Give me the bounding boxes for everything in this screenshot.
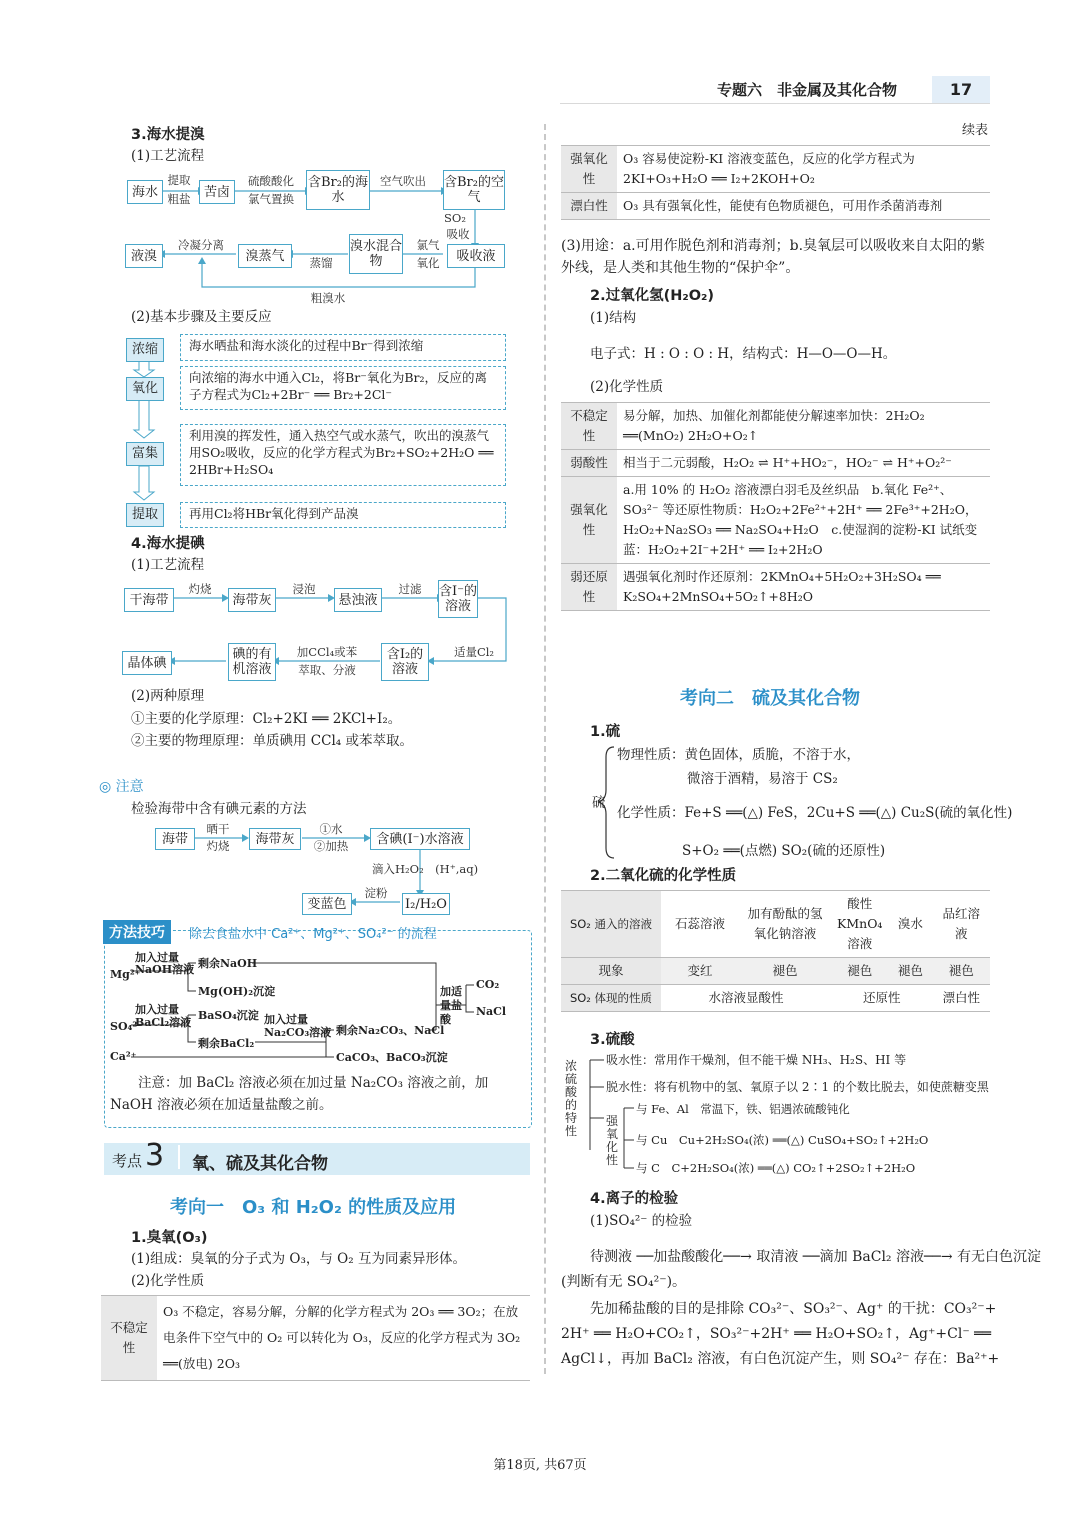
method-label: NaOH溶液 bbox=[135, 963, 195, 976]
method-label: 加入过量 bbox=[264, 1013, 308, 1026]
flow-label: 氯气 bbox=[416, 238, 440, 252]
sulfur-physical-2: 微溶于酒精，易溶于 CS₂ bbox=[687, 771, 838, 787]
note-ash: 海带灰 bbox=[249, 828, 301, 850]
kaodian-number: 3 bbox=[145, 1138, 165, 1173]
flow-iodine-solution: 含I₂的溶液 bbox=[381, 643, 429, 681]
step-label: 富集 bbox=[126, 442, 164, 466]
ozone-property: (2)化学性质 bbox=[131, 1273, 205, 1289]
table-cell: 褪色 bbox=[932, 958, 990, 985]
h2o2-formula: 电子式：H : O : O : H，结构式：H—O—O—H。 bbox=[590, 346, 897, 362]
ozone-use: (3)用途：a.可用作脱色剂和消毒剂；b.臭氧层可以吸收来自太阳的紫外线，是人类和其他生物的“保护伞”。 bbox=[561, 238, 986, 276]
principles-subtitle: (2)两种原理 bbox=[131, 688, 205, 704]
method-baso4: BaSO₄沉淀 bbox=[198, 1009, 259, 1022]
flow-label: 晒干 bbox=[206, 822, 230, 836]
flow-label: 灼烧 bbox=[188, 582, 212, 596]
h2o2-structure: (1)结构 bbox=[590, 310, 637, 326]
table-cell: 水溶液显酸性 bbox=[661, 985, 831, 1012]
ozone-composition: (1)组成：臭氧的分子式为 O₃，与 O₂ 互为同素异形体。 bbox=[131, 1251, 466, 1267]
flow-label: 浸泡 bbox=[292, 582, 316, 596]
method-rest-bacl2: 剩余BaCl₂ bbox=[198, 1037, 255, 1050]
method-rest-na2co3: 剩余Na₂CO₃、NaCl bbox=[336, 1024, 445, 1037]
table-cell: 褪色 bbox=[831, 958, 888, 985]
flow-liquid-bromine: 液溴 bbox=[125, 244, 163, 268]
steps-subtitle: (2)基本步骤及主要反应 bbox=[131, 309, 272, 325]
sulfuric-acid-title: 3.硫酸 bbox=[590, 1032, 635, 1048]
flow-iodine-crystal: 晶体碘 bbox=[122, 651, 172, 675]
method-caco3: CaCO₃、BaCO₃沉淀 bbox=[336, 1051, 448, 1064]
sulfur-chemical-1: 化学性质：Fe+S ══(△) FeS，2Cu+S ══(△) Cu₂S(硫的氧化性) bbox=[617, 805, 1013, 821]
ion-test-title: 4.离子的检验 bbox=[590, 1191, 679, 1207]
direction-one-title: 考向一 O₃ 和 H₂O₂ 的性质及应用 bbox=[170, 1197, 457, 1218]
table-cell: 还原性 bbox=[831, 985, 932, 1012]
flow-label: 萃取、分液 bbox=[298, 663, 356, 677]
note-iodide-solution: 含碘(I⁻)水溶液 bbox=[370, 828, 470, 850]
method-label: 加入过量 bbox=[135, 951, 179, 964]
step-label: 氧化 bbox=[126, 377, 164, 401]
page-footer: 第18页, 共67页 bbox=[493, 1458, 587, 1473]
table-cell: 加有酚酞的氢氧化钠溶液 bbox=[739, 891, 831, 958]
flow-label: ②加热 bbox=[313, 839, 349, 853]
table-key: SO₂ 体现的性质 bbox=[561, 985, 661, 1012]
principle-chemical: ①主要的化学原理：Cl₂+2KI ══ 2KCl+I₂。 bbox=[131, 711, 402, 727]
ion-test-text: AgCl↓，再加 BaCl₂ 溶液，有白色沉淀产生，则 SO₄²⁻ 存在：Ba²⁺+ bbox=[561, 1351, 1000, 1367]
direction-two-title: 考向二 硫及其化合物 bbox=[680, 688, 860, 709]
acid-oxidizing-item: 与 C C+2H₂SO₄(浓) ══(△) CO₂↑+2SO₂↑+2H₂O bbox=[636, 1161, 916, 1175]
table-value: O₃ 容易使淀粉-KI 溶液变蓝色，反应的化学方程式为 2KI+O₃+H₂O ══ I₂+2KOH+O₂ bbox=[617, 146, 990, 193]
flow-label: 氧化 bbox=[416, 256, 440, 270]
acid-property: 吸水性：常用作干燥剂，但不能干燥 NH₃、H₂S、HI 等 bbox=[606, 1053, 907, 1067]
flow-bromine-water-mix: 溴水混合物 bbox=[349, 234, 403, 274]
table-value: O₃ 具有强氧化性，能使有色物质褪色，可用作杀菌消毒剂 bbox=[617, 193, 990, 220]
flow-iodide-solution: 含I⁻的溶液 bbox=[438, 580, 478, 618]
acid-oxidizing-item: 与 Fe、Al 常温下，铁、铝遇浓硫酸钝化 bbox=[636, 1102, 850, 1116]
ion-test-subtitle: (1)SO₄²⁻ 的检验 bbox=[590, 1213, 693, 1229]
continued-label: 续表 bbox=[962, 123, 989, 138]
flow-label: 氯气置换 bbox=[248, 192, 294, 206]
flow-label: 吸收 bbox=[446, 227, 470, 241]
table-cell: 漂白性 bbox=[932, 985, 990, 1012]
method-note: 注意：加 BaCl₂ 溶液必须在加过量 Na₂CO₃ 溶液之前，加 NaOH 溶液必须在加适量盐酸之前。 bbox=[110, 1075, 489, 1113]
flow-br2-air: 含Br₂的空气 bbox=[443, 170, 505, 210]
flow-label: SO₂ bbox=[444, 211, 466, 225]
section-bromine-title: 3.海水提溴 bbox=[131, 127, 205, 143]
acid-side-label: 浓硫酸的特性 bbox=[565, 1059, 578, 1138]
step-text: 海水晒盐和海水淡化的过程中Br⁻得到浓缩 bbox=[180, 334, 506, 361]
table-key: 强氧化性 bbox=[561, 477, 617, 564]
flow-label: 冷凝分离 bbox=[178, 238, 224, 252]
table-key: 弱还原性 bbox=[561, 564, 617, 611]
sulfur-chemical-2: S+O₂ ══(点燃) SO₂(硫的还原性) bbox=[682, 843, 886, 859]
acid-property: 脱水性：将有机物中的氢、氧原子以 2∶1 的个数比脱去，如使蔗糖变黑 bbox=[606, 1080, 989, 1094]
table-cell: 石蕊溶液 bbox=[661, 891, 739, 958]
table-value: a.用 10% 的 H₂O₂ 溶液漂白羽毛及丝织品 b.氧化 Fe²⁺、SO₃²⁻ 等还原性物质：H₂O₂+2Fe²⁺+2H⁺ ══ 2Fe³⁺+2H₂O，H₂O₂+Na₂SO₃ ══ Na₂SO₄+H₂O c.使湿润的淀粉-KI 试纸变蓝：H₂O₂+2I⁻+2H⁺ ══ I₂+2H₂O bbox=[617, 477, 990, 564]
table-cell: 变红 bbox=[661, 958, 739, 985]
acid-oxidizing-label: 强氧化性 bbox=[606, 1114, 619, 1167]
flow-label: ①水 bbox=[319, 822, 343, 836]
table-key: 不稳定性 bbox=[561, 403, 617, 450]
flow-label: 淀粉 bbox=[364, 886, 388, 900]
table-key: 不稳定性 bbox=[101, 1296, 157, 1381]
process-subtitle: (1)工艺流程 bbox=[131, 148, 205, 164]
principle-physical: ②主要的物理原理：单质碘用 CCl₄ 或苯萃取。 bbox=[131, 733, 413, 749]
table-value: 遇强氧化剂时作还原剂：2KMnO₄+5H₂O₂+3H₂SO₄ ══ K₂SO₄+2MnSO₄+5O₂↑+8H₂O bbox=[617, 564, 990, 611]
table-value: O₃ 不稳定，容易分解，分解的化学方程式为 2O₃ ══ 3O₂；在放电条件下空气中的 O₂ 可以转化为 O₃，反应的化学方程式为 3O₂ ══(放电) 2O₃ bbox=[157, 1296, 530, 1381]
step-label: 浓缩 bbox=[126, 338, 164, 362]
process-subtitle: (1)工艺流程 bbox=[131, 557, 205, 573]
flow-label: 粗盐 bbox=[167, 192, 191, 206]
note-blue: 变蓝色 bbox=[302, 893, 352, 915]
flow-label: 空气吹出 bbox=[380, 174, 426, 188]
step-label: 提取 bbox=[126, 503, 164, 527]
note-kelp: 海带 bbox=[155, 828, 195, 850]
note-title: ◎ 注意 bbox=[99, 779, 144, 795]
table-cell: 褪色 bbox=[739, 958, 831, 985]
ion-test-text: 先加稀盐酸的目的是排除 CO₃²⁻、SO₃²⁻、Ag⁺ 的干扰：CO₃²⁻+ bbox=[590, 1301, 997, 1317]
sulfur-brace-label: 硫 bbox=[592, 795, 606, 811]
flow-label: 硫酸酸化 bbox=[248, 174, 294, 188]
kaodian-title: 氧、硫及其化合物 bbox=[192, 1154, 328, 1174]
ion-test-judge: (判断有无 SO₄²⁻)。 bbox=[561, 1274, 687, 1290]
method-mgoh2: Mg(OH)₂沉淀 bbox=[198, 985, 276, 998]
kaodian-prefix: 考点 bbox=[112, 1152, 143, 1170]
table-key: SO₂ 通入的溶液 bbox=[561, 891, 661, 958]
method-label: 加入过量 bbox=[135, 1003, 179, 1016]
method-rest-naoh: 剩余NaOH bbox=[198, 957, 258, 970]
flow-kelp-ash: 海带灰 bbox=[228, 588, 276, 612]
method-title: 除去食盐水中 Ca²⁺、Mg²⁺、SO₄²⁻ 的流程 bbox=[189, 927, 437, 942]
table-key: 弱酸性 bbox=[561, 450, 617, 477]
ozone-title: 1.臭氧(O₃) bbox=[131, 1230, 208, 1246]
note-line: 检验海带中含有碘元素的方法 bbox=[131, 801, 307, 817]
flow-label: 滴入H₂O₂ (H⁺,aq) bbox=[372, 862, 479, 876]
step-text: 利用溴的挥发性，通入热空气或水蒸气，吹出的溴蒸气用SO₂吸收，反应的化学方程式为Br₂+SO₂+2H₂O ══ 2HBr+H₂SO₄ bbox=[180, 424, 506, 486]
h2o2-chemistry: (2)化学性质 bbox=[590, 379, 664, 395]
method-label: Na₂CO₃溶液 bbox=[264, 1026, 332, 1039]
method-acid: 加适量盐酸 bbox=[440, 985, 462, 1026]
flow-seawater: 海水 bbox=[127, 180, 163, 204]
flow-organic-solution: 碘的有机溶液 bbox=[228, 643, 276, 681]
sulfur-physical-1: 物理性质：黄色固体，质脆，不溶于水， bbox=[617, 747, 860, 763]
table-key: 现象 bbox=[561, 958, 661, 985]
table-value: 易分解，加热、加催化剂都能使分解速率加快：2H₂O₂ ══(MnO₂) 2H₂O+O₂↑ bbox=[617, 403, 990, 450]
flow-label: 加CCl₄或苯 bbox=[296, 645, 358, 659]
method-so4: SO₄²⁻ bbox=[110, 1020, 143, 1033]
acid-oxidizing-item: 与 Cu Cu+2H₂SO₄(浓) ══(△) CuSO₄+SO₂↑+2H₂O bbox=[636, 1133, 929, 1147]
chapter-title: 专题六 非金属及其化合物 bbox=[717, 81, 898, 99]
ion-test-flow: 待测液 ──加盐酸酸化──→ 取清液 ──滴加 BaCl₂ 溶液──→ 有无白色沉淀 bbox=[590, 1249, 1042, 1265]
method-label: BaCl₂溶液 bbox=[135, 1016, 192, 1029]
table-cell: 褪色 bbox=[888, 958, 932, 985]
flow-suspension: 悬浊液 bbox=[334, 588, 382, 612]
flow-dry-kelp: 干海带 bbox=[124, 588, 174, 612]
section-iodine-title: 4.海水提碘 bbox=[131, 536, 205, 552]
table-cell: 品红溶液 bbox=[932, 891, 990, 958]
method-mg: Mg²⁺ bbox=[110, 968, 141, 981]
step-text: 再用Cl₂将HBr氧化得到产品溴 bbox=[180, 502, 506, 528]
so2-title: 2.二氧化硫的化学性质 bbox=[590, 868, 737, 884]
flow-label: 粗溴水 bbox=[310, 291, 346, 305]
flow-absorb-liquid: 吸收液 bbox=[447, 244, 505, 268]
method-ca: Ca²⁺ bbox=[110, 1050, 137, 1063]
flow-label: 蒸馏 bbox=[309, 256, 333, 270]
table-value: 相当于二元弱酸，H₂O₂ ⇌ H⁺+HO₂⁻，HO₂⁻ ⇌ H⁺+O₂²⁻ bbox=[617, 450, 990, 477]
note-i2-water: I₂/H₂O bbox=[402, 893, 450, 915]
table-cell: 酸性KMnO₄溶液 bbox=[831, 891, 888, 958]
flow-br2-seawater: 含Br₂的海水 bbox=[306, 170, 370, 210]
table-key: 漂白性 bbox=[561, 193, 617, 220]
method-co2: CO₂ bbox=[476, 978, 500, 991]
h2o2-title: 2.过氧化氢(H₂O₂) bbox=[590, 288, 715, 304]
flow-label: 过滤 bbox=[398, 582, 422, 596]
method-nacl: NaCl bbox=[476, 1005, 507, 1018]
flow-bittern: 苦卤 bbox=[199, 180, 235, 204]
ion-test-text: 2H⁺ ══ H₂O+CO₂↑，SO₃²⁻+2H⁺ ══ H₂O+SO₂↑，Ag⁺+Cl⁻ ══ bbox=[561, 1326, 992, 1342]
table-key: 强氧化性 bbox=[561, 146, 617, 193]
table-cell: 溴水 bbox=[888, 891, 932, 958]
step-text: 向浓缩的海水中通入Cl₂，将Br⁻氧化为Br₂，反应的离子方程式为Cl₂+2Br⁻ ══ Br₂+2Cl⁻ bbox=[180, 366, 506, 410]
sulfur-title: 1.硫 bbox=[590, 724, 621, 740]
flow-label: 灼烧 bbox=[206, 839, 230, 853]
flow-bromine-vapor: 溴蒸气 bbox=[238, 244, 292, 268]
method-tag: 方法技巧 bbox=[103, 920, 171, 944]
flow-label: 提取 bbox=[167, 173, 191, 187]
page-number: 17 bbox=[932, 76, 990, 104]
flow-label: 适量Cl₂ bbox=[453, 645, 495, 659]
